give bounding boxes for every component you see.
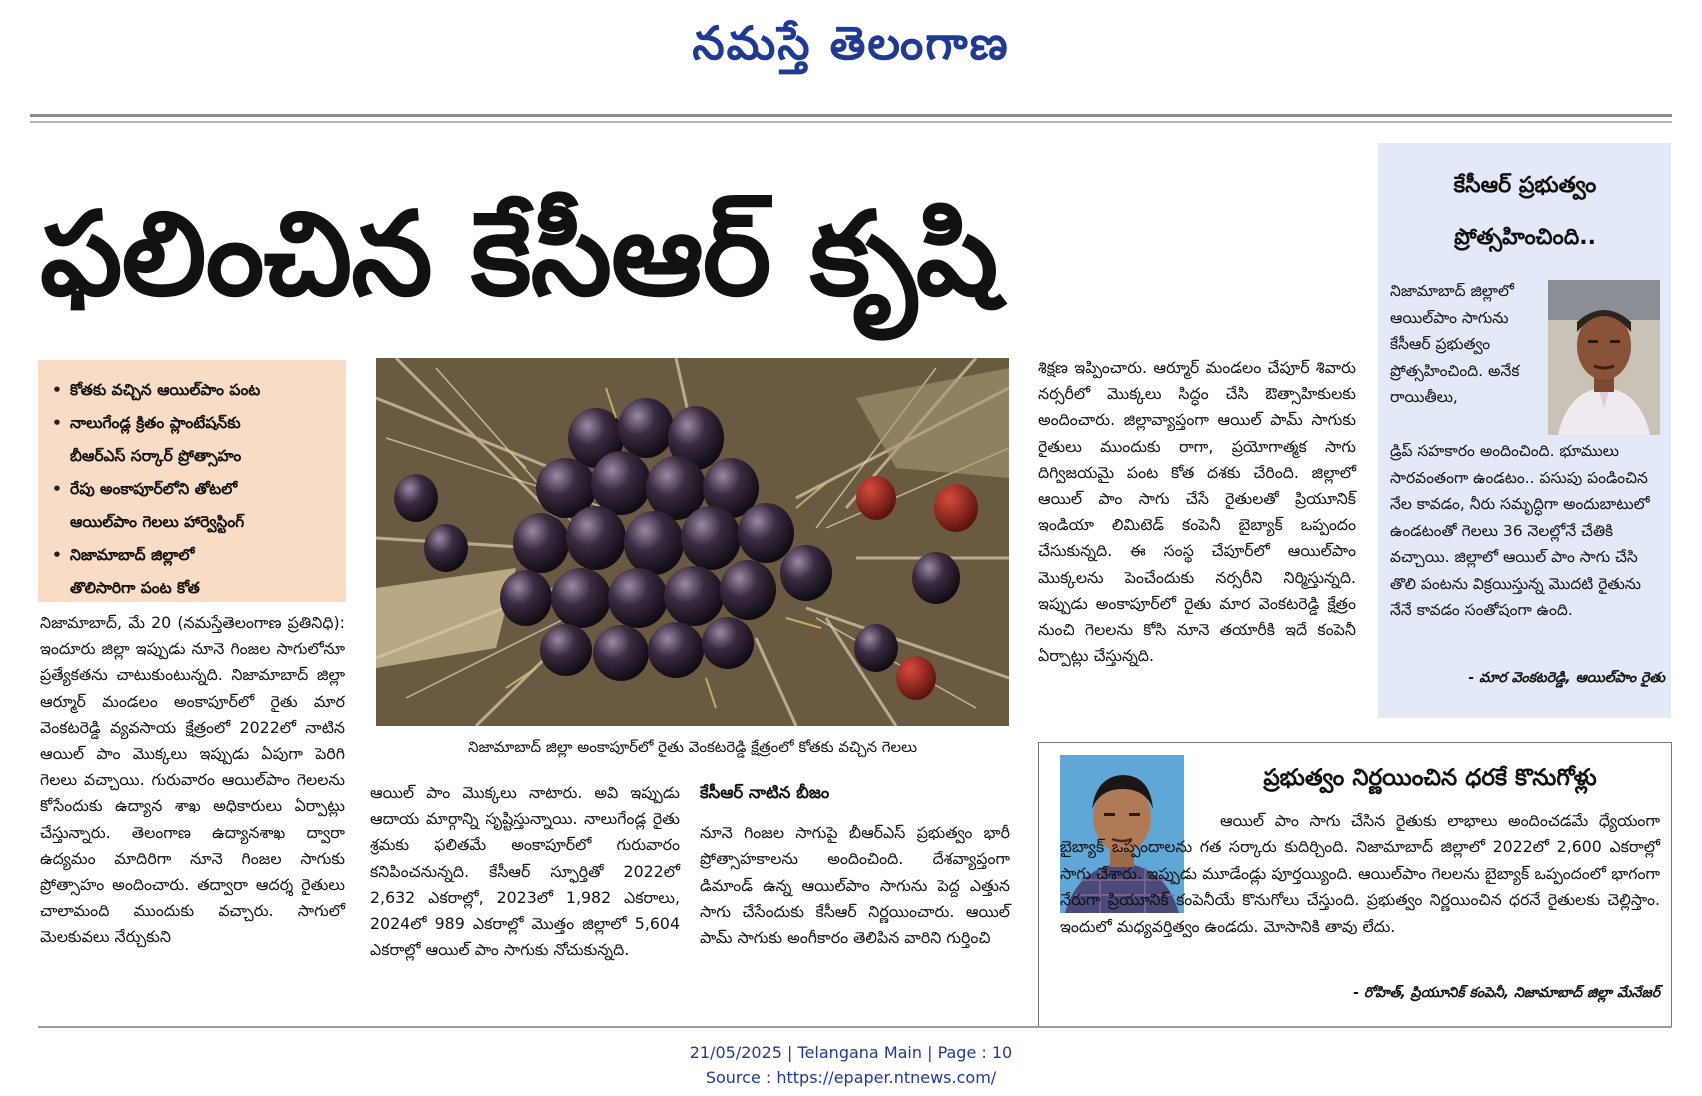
highlight-item [52, 374, 338, 407]
quote-box-title: ప్రభుత్వం నిర్ణయించిన ధరకే కొనుగోళ్లు [1263, 765, 1597, 791]
highlight-item [52, 473, 338, 539]
headline: ఫలించిన కేసీఆర్ కృషి [40, 187, 998, 322]
highlight-item [52, 407, 338, 473]
masthead-logo: నమస్తే తెలంగాణ [692, 16, 1010, 70]
sidebar-text-bottom: డ్రిప్ సహకారం అందించింది. భూములు సారవంతంగా ఉండటం.. పసుపు పండించిన నేల కావడం, నీరు సమృద్ధిగా అందుబాటులో ఉండటంతో గెలలు 36 నెలల్లోనే చేతికి వచ్చాయి. జిల్లాలో ఆయిల్ పాం సాగు చేసి తొలి పంటను విక్రయిస్తున్న మొదటి రైతును నేనే కావడం సంతోషంగా ఉంది. [1390, 442, 1650, 619]
masthead-rule [30, 114, 1672, 117]
article-column-right: శిక్షణ ఇప్పించారు. ఆర్మూర్ మండలం చేపూర్ శివారు నర్సరీలో మొక్కలు సిద్ధం చేసి ఔత్సాహికులకు అందించారు. జిల్లావ్యాప్తంగా ఆయిల్ పామ్ సాగుకు రైతులు ముందుకు రాగా, ప్రయోగాత్మక సాగు దిగ్విజయమై పంట కోత దశకు చేరింది. జిల్లాలో ఆయిల్ పాం సాగు చేసే రైతులతో ప్రియూనిక్ ఇండియా లిమిటెడ్ కంపెనీ బైబ్యాక్ ఒప్పందం చేసుకున్నది. ఈ సంస్థ చేపూర్‌లో ఆయిల్‌పాం మొక్కలను పెంచేందుకు నర్సరీని నిర్మిస్తున్నది. ఇప్పుడు అంకాపూర్‌లో రైతు మార వెంకటరెడ్డి క్షేత్రం నుంచి గెలలను కోసి నూనె తయారీకి ఇదే కంపెనీ ఏర్పాట్లు చేస్తున్నది. [1038, 358, 1356, 666]
footer-source-link[interactable]: Source : https://epaper.ntnews.com/ [705, 1068, 997, 1087]
article-column-mid2-text: నూనె గింజల సాగుపై బీఆర్‌ఎస్ ప్రభుత్వం భారీ ప్రోత్సాహకాలను అందించింది. దేశవ్యాప్తంగా డిమాండ్ ఉన్న ఆయిల్‌పాం సాగును పెద్ద ఎత్తున సాగు చేసేందుకు కేసీఆర్ నిర్ణయించారు. ఆయిల్ పామ్ సాగుకు అంగీకారం తెలిపిన వారిని గుర్తించి [700, 823, 1010, 948]
subheading: కేసీఆర్ నాటిన బీజం [700, 783, 830, 802]
sidebar-byline: - మార వెంకటరెడ్డి, ఆయిల్‌పాం రైతు [1468, 670, 1665, 686]
sidebar-text-top: నిజామాబాద్ జిల్లాలో ఆయిల్‌పాం సాగును కేసీఆర్ ప్రభుత్వం ప్రోత్సహించింది. అనేక రాయితీలు, [1390, 282, 1520, 406]
article-column-left: నిజామాబాద్, మే 20 (నమస్తేతెలంగాణ ప్రతినిధి): ఇందూరు జిల్లా ఇప్పుడు నూనె గింజల సాగులోనూ ప్రత్యేకతను చాటుకుంటున్నది. నిజామాబాద్ జిల్లా ఆర్మూర్ మండలం అంకాపూర్‌లో రైతు మార వెంకటరెడ్డి వ్యవసాయ క్షేత్రంలో 2022లో నాటిన ఆయిల్ పాం మొక్కలు ఇప్పుడు ఏపుగా పెరిగి గెలలు వచ్చాయి. గురువారం ఆయిల్‌పాం గెలలను కోసేందుకు ఉద్యాన శాఖ అధికారులు ఏర్పాట్లు చేస్తున్నారు. తెలంగాణ ఉద్యానశాఖ ద్వారా ఉద్యమం మాదిరిగా నూనె గింజల సాగుకు ప్రోత్సాహం అందించారు. తద్వారా ఆదర్శ రైతులు చాలామంది ముందుకు వచ్చారు. సాగులో మెలకువలు నేర్చుకుని [40, 613, 345, 947]
highlight-line: • నిజామాబాద్ జిల్లాలో [70, 546, 195, 564]
masthead-rule-thin [30, 121, 1672, 123]
sidebar-title-line1: కేసీఆర్ ప్రభుత్వం [1453, 173, 1597, 198]
highlight-item [52, 539, 338, 605]
quote-box-text: ఆయిల్ పాం సాగు చేసిన రైతుకు లాభాలు అందించడమే ధ్యేయంగా బైబ్యాక్ ఒప్పందాలను గత సర్కారు కుదిర్చింది. నిజామాబాద్ జిల్లాలో 2022లో 2,600 ఎకరాల్లో సాగు చేశారు. ఇప్పుడు మూడేండ్లు పూర్తయ్యింది. ఆయిల్‌పాం గెలలను బైబ్యాక్ ఒప్పందంలో భాగంగా నేరుగా ప్రియూనిక్ కంపెనీయే కొనుగోలు చేస్తుంది. ప్రభుత్వం నిర్ణయించిన ధరనే రైతులకు చెల్లిస్తాం. ఇందులో మధ్యవర్తిత్వం ఉండదు. మోసానికి తావు లేదు. [1060, 811, 1660, 936]
highlight-line: • నాలుగేండ్ల క్రితం ప్లాంటేషన్‌కు [70, 414, 241, 432]
bottom-rule [38, 1026, 1672, 1028]
highlight-line: బీఆర్‌ఎస్ సర్కార్ ప్రోత్సాహం [70, 447, 242, 465]
farmer-portrait-photo [1548, 280, 1660, 435]
oil-palm-fruit-photo [376, 358, 1009, 726]
photo-caption: నిజామాబాద్ జిల్లా అంకాపూర్‌లో రైతు వెంకటరెడ్డి క్షేత్రంలో కోతకు వచ్చిన గెలలు [467, 738, 918, 756]
quote-box-byline: - రోహిత్, ప్రియూనిక్ కంపెనీ, నిజామాబాద్ జిల్లా మేనేజర్ [1353, 985, 1660, 1001]
sidebar-title-line2: ప్రోత్సహించింది.. [1454, 225, 1596, 250]
highlight-line: • రేపు అంకాపూర్‌లోని తోటలో [70, 480, 238, 498]
highlight-line: తొలిసారిగా పంట కోత [70, 579, 200, 597]
sidebar-title [1390, 160, 1660, 264]
article-column-mid2 [700, 780, 1010, 951]
highlights-box [38, 360, 346, 602]
footer-edition-info: 21/05/2025 | Telangana Main | Page : 10 [689, 1043, 1013, 1062]
highlight-line: ఆయిల్‌పాం గెలలు హార్వెస్టింగ్ [70, 513, 245, 531]
article-column-mid1: ఆయిల్ పాం మొక్కలు నాటారు. అవి ఇప్పుడు ఆదాయ మార్గాన్ని సృష్టిస్తున్నాయి. నాలుగేండ్ల రైతు శ్రమకు ఫలితమే అంకాపూర్‌లో గురువారం కనిపించనున్నది. కేసీఆర్ స్ఫూర్తితో 2022లో 2,632 ఎకరాల్లో, 2023లో 1,982 ఎకరాలు, 2024లో 989 ఎకరాల్లో మొత్తం జిల్లాలో 5,604 ఎకరాల్లో ఆయిల్ పాం సాగుకు నోచుకున్నది. [370, 783, 680, 960]
highlight-line: • కోతకు వచ్చిన ఆయిల్‌పాం పంట [70, 381, 261, 399]
